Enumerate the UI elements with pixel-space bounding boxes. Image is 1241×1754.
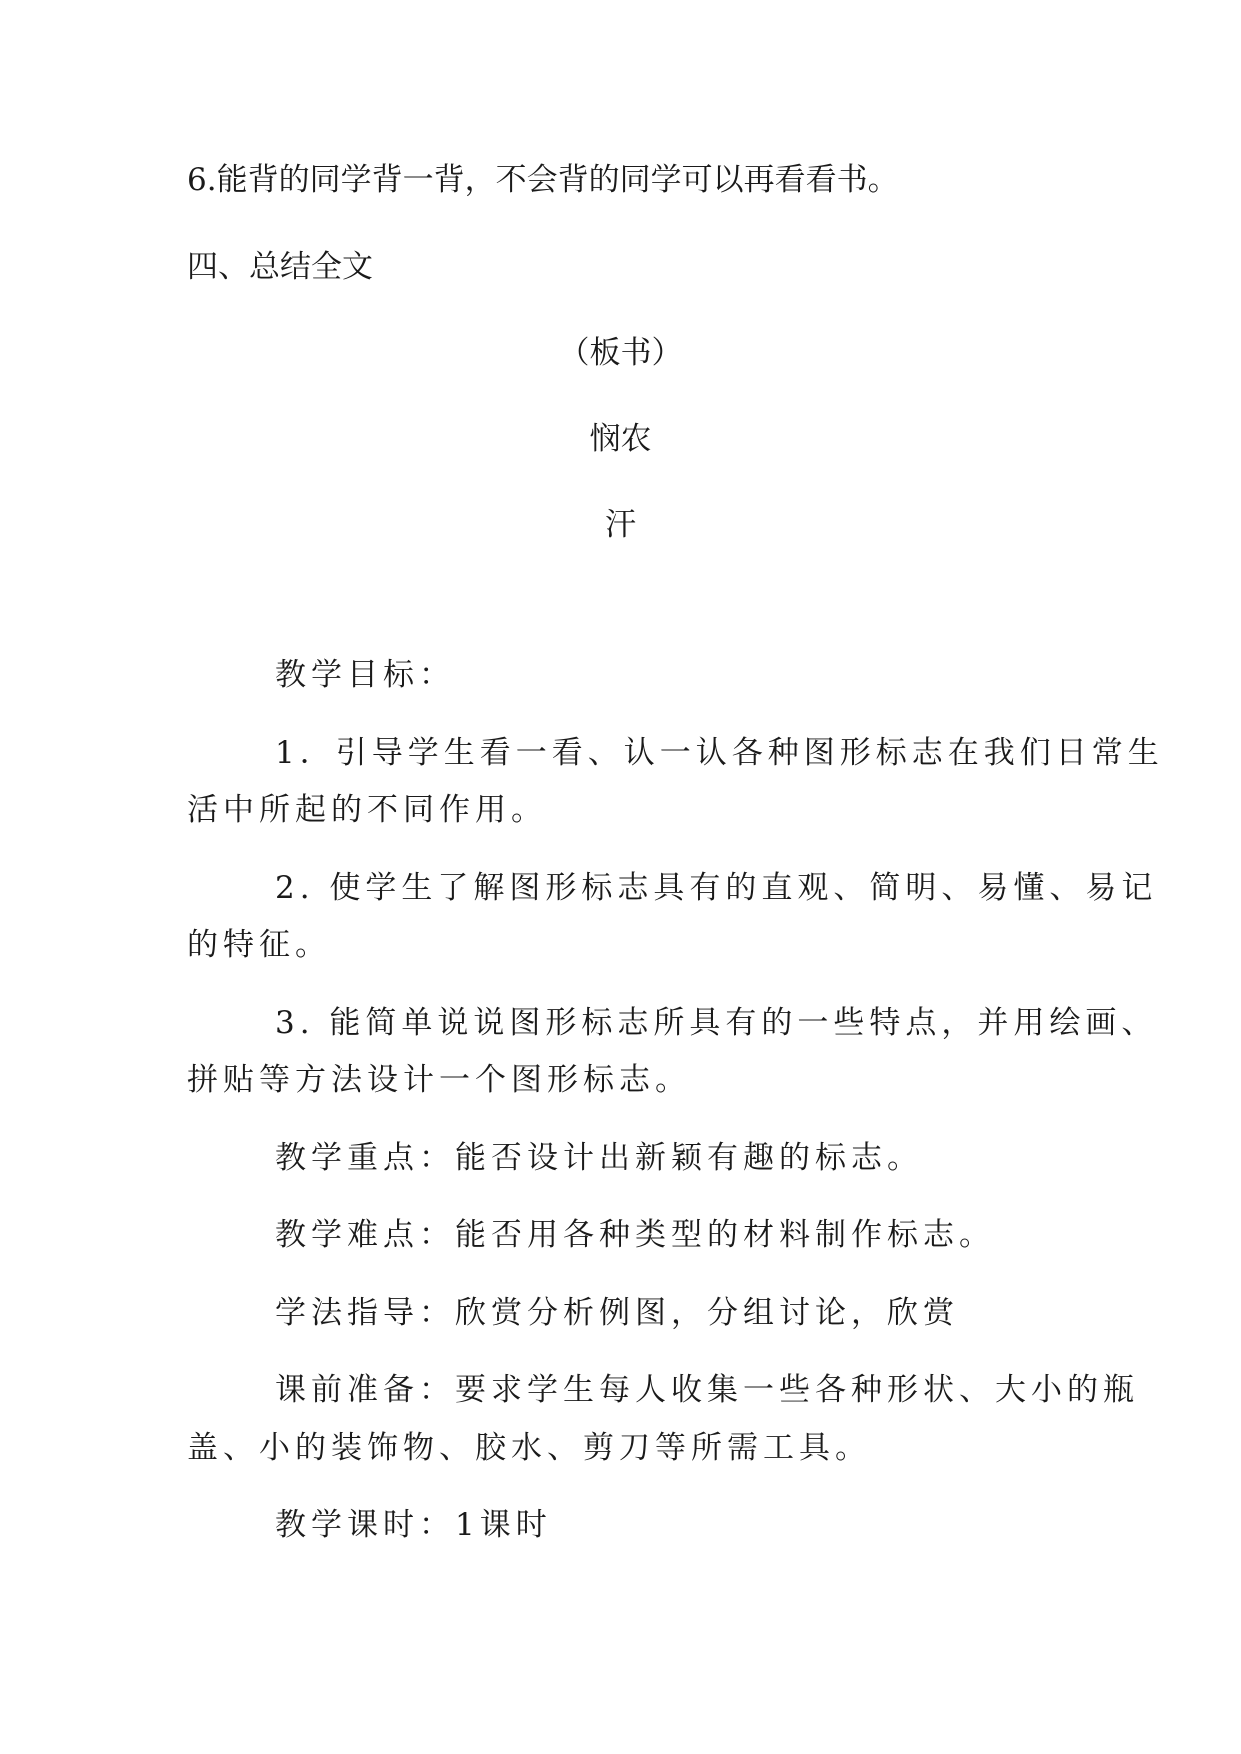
board-word: 汗 — [605, 507, 636, 543]
key-point: 教学重点：能否设计出新颖有趣的标志。 — [275, 1140, 923, 1176]
objective-1-line-1: 1．引导学生看一看、认一认各种图形标志在我们日常生 — [275, 735, 1164, 771]
objective-3-line-2: 拼贴等方法设计一个图形标志。 — [187, 1062, 691, 1098]
difficulty: 教学难点：能否用各种类型的材料制作标志。 — [275, 1217, 995, 1253]
objective-2-line-1: 2. 使学生了解图形标志具有的直观、简明、易懂、易记 — [275, 870, 1158, 906]
item-6-text: 6.能背的同学背一背，不会背的同学可以再看看书。 — [187, 162, 899, 198]
preparation-line-2: 盖、小的装饰物、胶水、剪刀等所需工具。 — [187, 1430, 871, 1466]
preparation-line-1: 课前准备：要求学生每人收集一些各种形状、大小的瓶 — [275, 1372, 1139, 1408]
learning-method: 学法指导：欣赏分析例图，分组讨论，欣赏 — [275, 1295, 959, 1331]
objectives-heading: 教学目标： — [275, 657, 455, 693]
board-label: （板书） — [558, 335, 683, 371]
objective-2-line-2: 的特征。 — [187, 927, 331, 963]
section-heading-summary: 四、总结全文 — [187, 249, 373, 285]
class-hours: 教学课时：1课时 — [275, 1507, 552, 1543]
objective-1-line-2: 活中所起的不同作用。 — [187, 792, 547, 828]
board-title: 悯农 — [589, 421, 652, 457]
objective-3-line-1: 3. 能简单说说图形标志所具有的一些特点，并用绘画、 — [275, 1005, 1158, 1041]
